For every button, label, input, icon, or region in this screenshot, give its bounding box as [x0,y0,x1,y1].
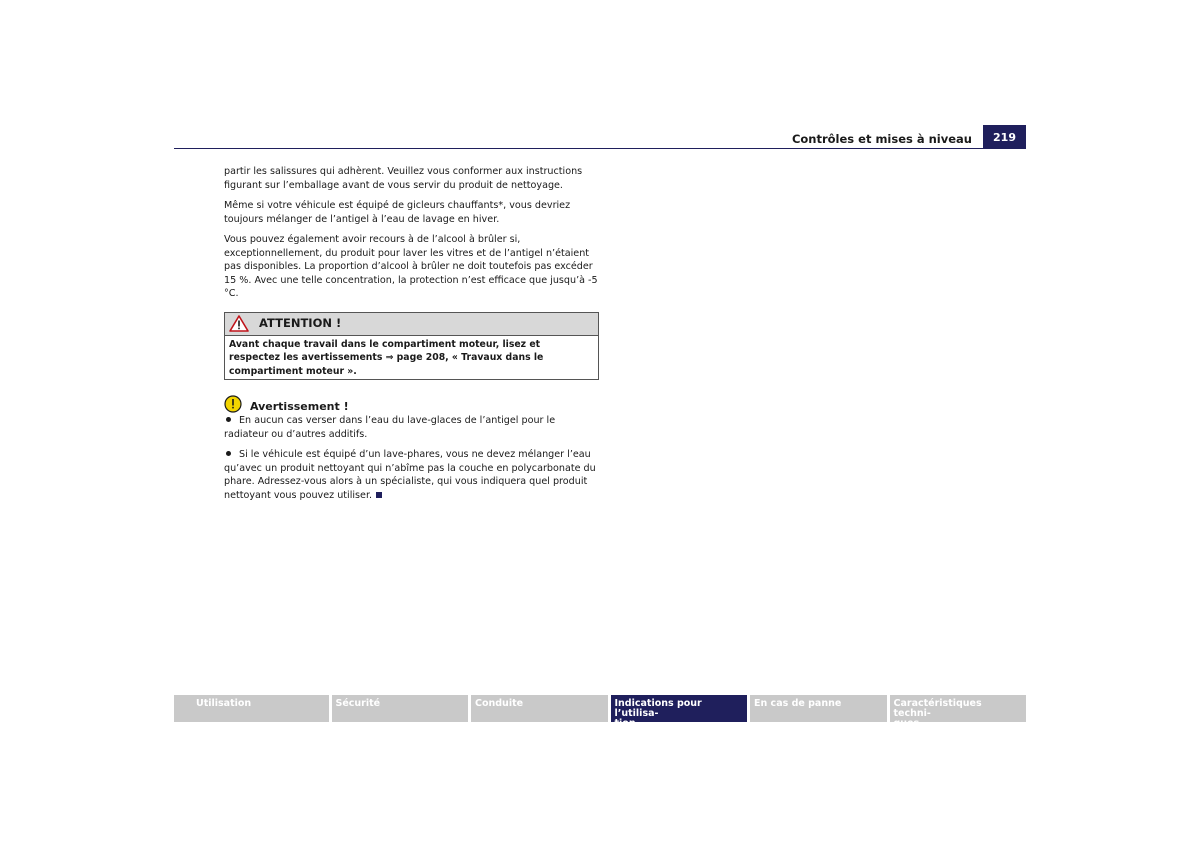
chapter-navigation [174,695,1026,729]
warning-triangle-icon [229,315,249,332]
bullet-icon [226,451,231,456]
tab-indications-utilisation[interactable]: Indications pour l’utilisa- tion [611,695,748,722]
header-rule [174,148,1026,149]
bullet-icon [226,417,231,422]
tab-securite[interactable]: Sécurité [332,695,469,722]
paragraph: Vous pouvez également avoir recours à de l’alcool à brûler si, exceptionnellement, du produit pour laver les vitres et de l’antigel n’étaient pas disponibles. La proportion d’alcool à brûler ne doit toutefois pas excéder 15 %. Avec une telle concentration, la protection n’est efficace que jusqu’à -5 °C. [224,234,598,299]
list-item-text: Si le véhicule est équipé d’un lave-phares, vous ne devez mélanger l’eau qu’avec un produit nettoyant qui n’abîme pas la couche en polycarbonate du phare. Adressez-vous alors à un spécialiste, qui vous indiquera quel produit nettoyant vous pouvez utiliser. [224,449,596,501]
notice-title: Avertissement ! [250,400,349,414]
tab-utilisation[interactable]: Utilisation [174,695,329,722]
list-item [224,448,600,502]
notice-header [224,394,600,414]
paragraph: partir les salissures qui adhèrent. Veuillez vous conformer aux instructions figurant sur l’emballage avant de vous servir du produit de nettoyage. [224,166,583,191]
main-content [224,165,600,509]
attention-box [224,312,599,381]
exclamation-circle-icon [224,395,242,413]
tab-en-cas-de-panne[interactable]: En cas de panne [750,695,887,722]
attention-header [225,313,598,336]
notice-section [224,394,600,502]
list-item [224,414,600,441]
paragraph: Même si votre véhicule est équipé de gicleurs chauffants*, vous devriez toujours mélanger de l’antigel à l’eau de lavage en hiver. [224,200,571,225]
attention-title: ATTENTION ! [259,315,342,330]
tab-conduite[interactable]: Conduite [471,695,608,722]
tab-caracteristiques-techniques[interactable]: Caractéristiques techni- ques [890,695,1027,722]
section-end-icon [376,492,382,498]
section-title: Contrôles et mises à niveau [791,132,972,146]
page-number: 219 [983,125,1026,149]
list-item-text: En aucun cas verser dans l’eau du lave-glaces de l’antigel pour le radiateur ou d’autres additifs. [224,415,556,440]
attention-text: Avant chaque travail dans le compartiment moteur, lisez et respectez les avertissements ⇒ page 208, « Travaux dans le compartiment moteur ». [229,338,544,377]
